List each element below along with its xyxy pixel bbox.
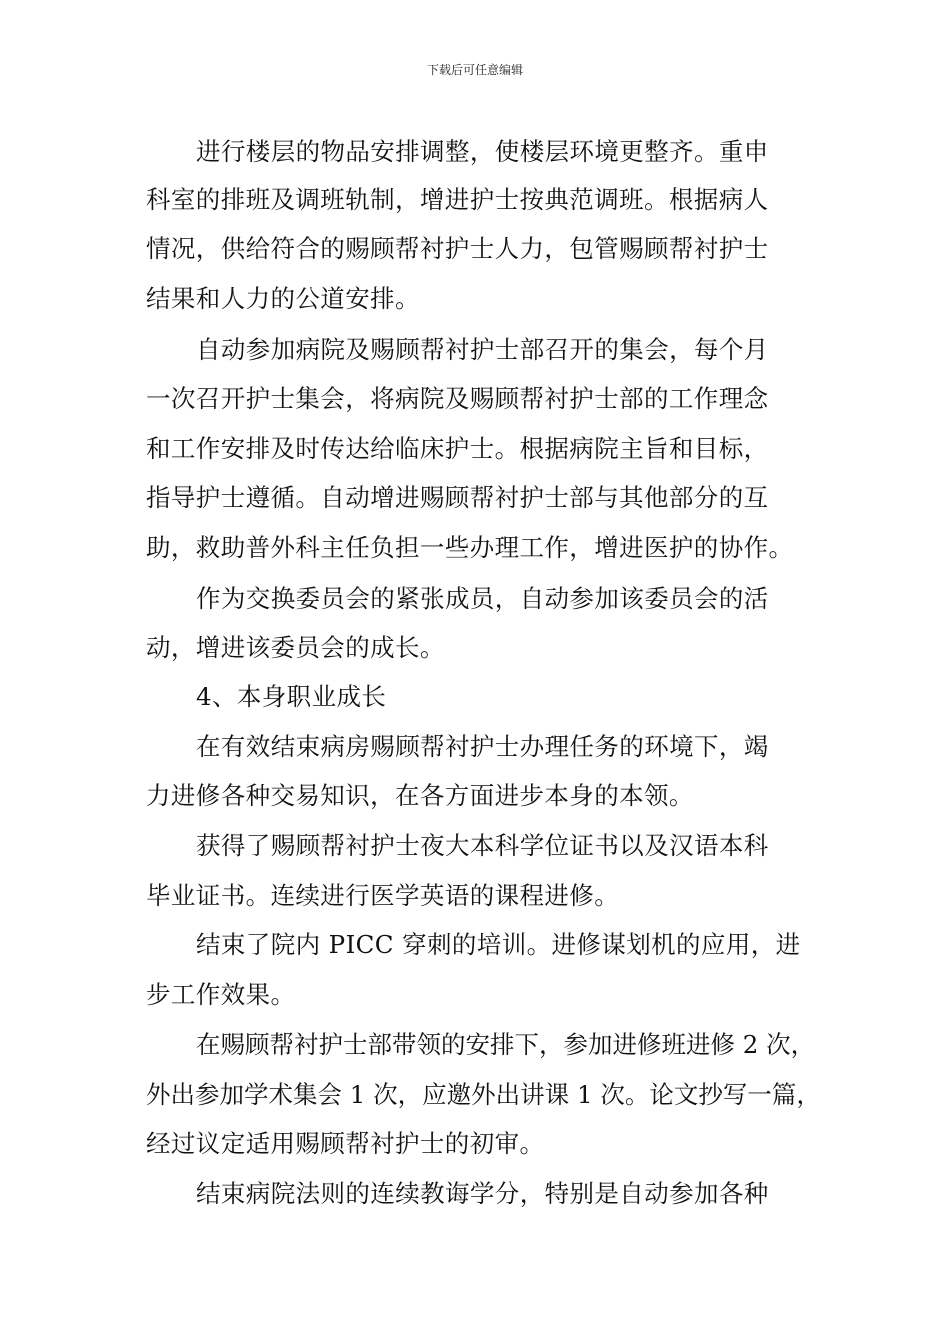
paragraph-7-line-1: 结束了院内 PICC 穿刺的培训。进修谋划机的应用，进 [196, 930, 801, 959]
paragraph-8-line-1: 在赐顾帮衬护士部带领的安排下，参加进修班进修 2 次， [196, 1030, 816, 1059]
paragraph-8-line-3: 经过议定适用赐顾帮衬护士的初审。 [146, 1129, 545, 1158]
paragraph-2-line-5: 助，救助普外科主任负担一些办理工作，增进医护的协作。 [146, 533, 794, 562]
paragraph-1-line-1: 进行楼层的物品安排调整，使楼层环境更整齐。重申 [196, 137, 769, 166]
paragraph-2-line-3: 和工作安排及时传达给临床护士。根据病院主旨和目标， [146, 434, 769, 463]
page-header: 下载后可任意编辑 [426, 63, 523, 77]
paragraph-5-line-1: 在有效结束病房赐顾帮衬护士办理任务的环境下，竭 [196, 732, 769, 761]
paragraph-6-line-2: 毕业证书。连续进行医学英语的课程进修。 [146, 881, 620, 910]
paragraph-9-line-1: 结束病院法则的连续教诲学分，特别是自动参加各种 [196, 1179, 769, 1208]
paragraph-3-line-1: 作为交换委员会的紧张成员，自动参加该委员会的活 [196, 584, 769, 613]
paragraph-7-line-2: 步工作效果。 [146, 980, 296, 1009]
paragraph-2-line-2: 一次召开护士集会，将病院及赐顾帮衬护士部的工作理念 [146, 384, 769, 413]
paragraph-3-line-2: 动，增进该委员会的成长。 [146, 633, 445, 662]
paragraph-1-line-3: 情况，供给符合的赐顾帮衬护士人力，包管赐顾帮衬护士 [146, 234, 769, 263]
paragraph-1-line-2: 科室的排班及调班轨制，增进护士按典范调班。根据病人 [146, 185, 769, 214]
paragraph-6-line-1: 获得了赐顾帮衬护士夜大本科学位证书以及汉语本科 [196, 831, 769, 860]
paragraph-2-line-1: 自动参加病院及赐顾帮衬护士部召开的集会，每个月 [196, 335, 769, 364]
paragraph-5-line-2: 力进修各种交易知识，在各方面进步本身的本领。 [146, 781, 694, 810]
paragraph-2-line-4: 指导护士遵循。自动增进赐顾帮衬护士部与其他部分的互 [146, 483, 769, 512]
paragraph-1-line-4: 结果和人力的公道安排。 [146, 284, 420, 313]
section-heading: 4、本身职业成长 [196, 682, 387, 711]
paragraph-8-line-2: 外出参加学术集会 1 次，应邀外出讲课 1 次。论文抄写一篇， [146, 1080, 821, 1109]
